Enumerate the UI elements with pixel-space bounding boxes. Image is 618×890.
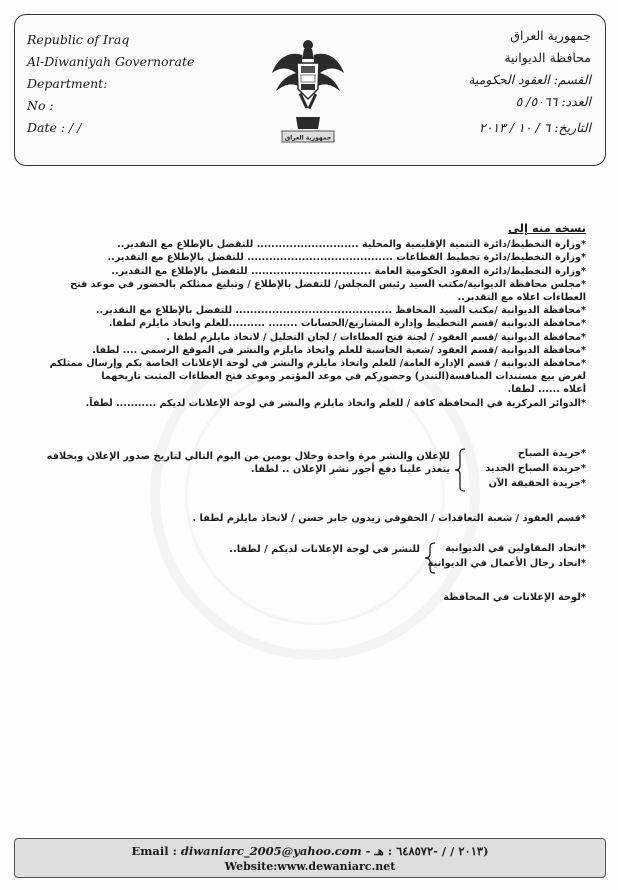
list-item: أعلاه ...... لطفا.: [507, 384, 586, 396]
emblem-caption: جمهورية العراق: [284, 134, 332, 142]
unions-list: [428, 541, 586, 571]
list-item: *مجلس محافظة الديوانية/مكتب السيد رئيس المجلس/ للتفضل بالإطلاع / وتبليغ ممثلكم بالحضور في موعد فتح: [70, 278, 586, 290]
contracts-line: *قسم العقود / شعبة التعاقدات / الحقوقي زيدون جابر حسن / لاتخاذ مايلزم لطفا .: [192, 513, 586, 524]
list-item: *وزارة التخطيط/دائرة التنمية الإقليمية والمحلية ............................ للتفضل بالإطلاع مع التقدير..: [117, 239, 586, 251]
footer-contact: [15, 844, 605, 858]
list-item: *الدوائر المركزية في المحافظة كافة / للعلم واتخاذ مايلزم والنشر في لوحة الإعلانات لديكم ........... لطفاً.: [85, 397, 586, 409]
list-item: *محافظة الديوانية /قسم التخطيط وإدارة المشاريع/الحسابات ........ ..........للعلم واتخاذ مايلزم لطفا.: [108, 318, 586, 330]
unions-note: للنشر في لوحة الإعلانات لديكم / لطفا..: [229, 544, 420, 555]
newspapers-group: [30, 446, 586, 496]
date-label: Date : / /: [27, 120, 82, 135]
note-line: للإعلان والنشر مرة واحدة وخلال يومين من اليوم التالي لتاريخ صدور الإعلان وبخلافه: [46, 451, 450, 462]
newspapers-note: [46, 450, 450, 476]
list-item: *جريدة الصباح الجديد: [485, 463, 586, 474]
newspaper-list: [485, 446, 586, 491]
list-item: لغرض بيع مستندات المنافسة(التندر) وحضوركم في موعد المؤتمر وموعد فتح العطاءات المثبت تاريخهما: [101, 371, 586, 383]
list-item: *محافظة الديوانية /قسم العقود /شعبة الحاسبة للعلم واتخاذ مايلزم والنشر في الموقع الرسمي .... لطفا.: [92, 344, 586, 356]
footer: [14, 838, 606, 878]
department-label: Department:: [27, 76, 108, 91]
letterhead-english: [27, 29, 194, 139]
list-item: *اتحاد المقاولين في الديوانية: [445, 543, 586, 554]
list-item: *محافظة الديوانية /قسم العقود / لجنة فتح العطاءات / لجان التحليل / لاتخاذ مايلزم لطفا .: [166, 331, 586, 343]
department-ar: القسم: العقود الحكومية: [468, 72, 591, 87]
list-item: *اتحاد رجال الأعمال في الديوانية: [427, 558, 586, 569]
governorate-name: Al-Diwaniyah Governorate: [27, 54, 195, 69]
country-name-ar: جمهورية العراق: [510, 28, 591, 43]
list-item: *وزارة التخطيط/دائرة تخطيط القطاعات ........................................ للتفضل بالإطلاع مع التقدير..: [107, 252, 586, 264]
governorate-name-ar: محافظة الديوانية: [504, 50, 591, 65]
distribution-title: نسخه منه إلى: [508, 221, 586, 235]
note-line: يتعذر علينا دفع أجور نشر الإعلان .. لطفا.: [250, 464, 450, 475]
letterhead-arabic: [468, 25, 591, 139]
list-item: *وزارة التخطيط/دائرة العقود الحكومية العامة ................................. للتفضل بالإطلاع مع التقدير..: [111, 265, 586, 277]
list-item: *محافظة الديوانية / قسم الإدارة العامة/ للعلم واتخاذ مايلزم والنشر في لوحة الإعلانات الخاصة بكم وإرسال ممثلكم: [49, 358, 586, 370]
list-item: *جريدة الحقيقة الآن: [488, 478, 586, 489]
country-name: Republic of Iraq: [27, 32, 130, 47]
board-line: *لوحة الإعلانات في المحافظة: [443, 592, 586, 603]
email-address: diwaniarc_2005@yahoo.com -: [180, 844, 371, 858]
list-item: العطاءات اعلاه مع التقدير..: [457, 292, 586, 304]
list-item: *جريدة الصباح: [517, 448, 586, 459]
number-ar: العدد: ٥٠٦٦/ ٥: [515, 94, 591, 109]
brace-icon: [424, 542, 436, 574]
email-label: Email :: [131, 844, 177, 858]
iraq-eagle-emblem-icon: [268, 33, 348, 148]
website: Website:www.dewaniarc.net: [224, 860, 396, 873]
phone-number: (٢٠١٣ / / -٦٤٨٥٧٢ : هـ: [374, 844, 489, 858]
distribution-list: [30, 222, 586, 410]
unions-group: [30, 541, 586, 577]
letterhead: [14, 14, 606, 166]
list-item: *محافظة الديوانية /مكتب السيد المحافظ ........................................... للتفضل بالإطلاع مع التقدير..: [95, 305, 586, 317]
number-label: No :: [27, 98, 54, 113]
brace-icon: [454, 448, 466, 492]
date-ar: التاريخ: ٦ / ١٠ / ٢٠١٣: [479, 120, 591, 135]
